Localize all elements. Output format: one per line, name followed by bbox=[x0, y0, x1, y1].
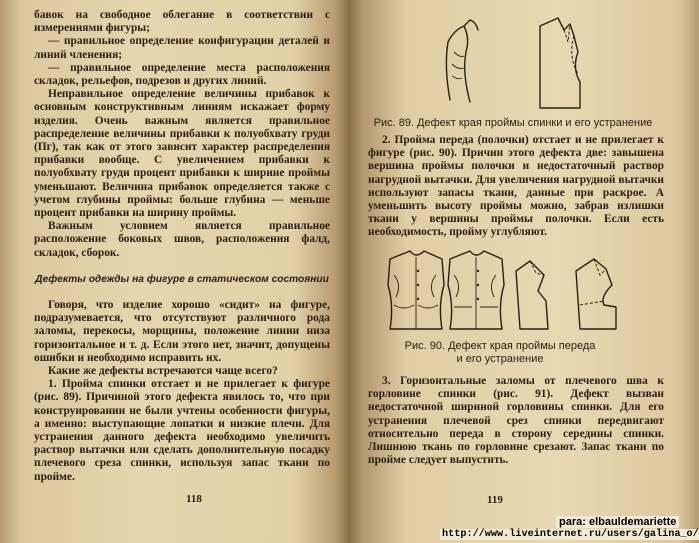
page-number-left: 118 bbox=[186, 493, 202, 505]
figure-89-illustration bbox=[440, 12, 620, 112]
paragraph: бавок на свободное облегание в соответствии с измерениями фигуры; bbox=[34, 9, 330, 35]
right-page-text-mid bbox=[368, 134, 664, 240]
fig89-pattern-piece bbox=[540, 18, 580, 108]
paragraph: Какие же дефекты встречаются чаще всего? bbox=[48, 365, 278, 378]
figure-89-caption: Рис. 89. Дефект края проймы спинки и его устранение bbox=[373, 117, 653, 129]
paragraph: Важным условием является правильное расположение боковых швов, расположения фалд, складок, сборок. bbox=[34, 220, 330, 259]
paragraph: Говоря, что изделие хорошо «сидит» на фигуре, подразумевается, что отсутствуют различного рода заломы, перекосы, морщины, положение линии низа горизонтальное и т. д. Если этого нет, значит, допущены ошибки и необходимо исправить их. bbox=[34, 299, 330, 364]
fig89-back-sketch bbox=[446, 20, 478, 102]
paragraph: — правильное определение конфигурации деталей и линий членения; bbox=[34, 35, 330, 61]
paragraph: 3. Горизонтальные заломы от плечевого шва к горловине спинки (рис. 91). Дефект вызван недостаточной шириной горловины спинки. Для его устранения плечевой срез спинки передвигают относительно переда в сторону середины спинки. Лишнюю ткань по горловине срезают. Запас ткани по пройме следует выпустить. bbox=[368, 375, 664, 467]
section-heading: Дефекты одежды на фигуре в статическом состоянии bbox=[35, 274, 329, 285]
fig90-pattern-pieces bbox=[516, 259, 616, 329]
fig90-bodice-right bbox=[448, 251, 504, 329]
watermark-credit: para: elbauldemariette bbox=[556, 516, 679, 528]
left-page-text-top bbox=[34, 9, 330, 260]
watermark-url[interactable]: http://www.liveinternet.ru/users/galina_o/ bbox=[442, 529, 699, 540]
figure-90-illustration bbox=[380, 245, 650, 337]
paragraph: — правильное определение места расположения складок, рельефов, подрезов и других линий. bbox=[34, 61, 330, 88]
paragraph: 1. Пройма спинки отстает и не прилегает к фигуре (рис. 89). Причиной этого дефекта явилось то, что при конструировании не были учтены особенности фигуры, а именно: выступающие лопатки и низкие плечи. Для устранения данного дефекта необходимо увеличить раствор вытачки или сделать дополнительную посадку плечевого среза спинки, используя запас ткани по пройме. bbox=[34, 378, 330, 483]
paragraph: 2. Пройма переда (полочки) отстает и не прилегает к фигуре (рис. 90). Причин этого дефекта две: завышена вершина проймы полочки и недостаточный раствор нагрудной вытачки. Для увеличения нагрудной вытачки используют запасы ткани, данные при раскрое. А уменьшить высоту проймы можно, забрав излишки ткани у вершины проймы полочки. Если есть необходимость, пройму углубляют. bbox=[368, 134, 664, 239]
figure-90-caption bbox=[400, 340, 600, 365]
right-page-text-bottom bbox=[368, 375, 664, 467]
paragraph: Неправильное определение величины прибавок к основным конструктивным линиям искажает форму изделия. Очень важным является правильное распределение величины прибавки к полуобхвату груди (Пг), так как от этого зависит характер распределения прибавки вообще. С увеличением прибавки к полуобхвату груди процент прибавки к ширине проймы уменьшают. Величина прибавок определяется также с учетом глубины проймы: больше глубина — меньше процент прибавки на ширину проймы. bbox=[34, 88, 330, 220]
figure-90-caption-line2: и его устранение bbox=[456, 352, 544, 365]
figure-90-caption-line1: Рис. 90. Дефект края проймы переда bbox=[404, 340, 596, 352]
fig90-bodice-left bbox=[388, 251, 444, 329]
page-number-right: 119 bbox=[487, 494, 503, 506]
left-page-text-bottom bbox=[34, 299, 330, 484]
